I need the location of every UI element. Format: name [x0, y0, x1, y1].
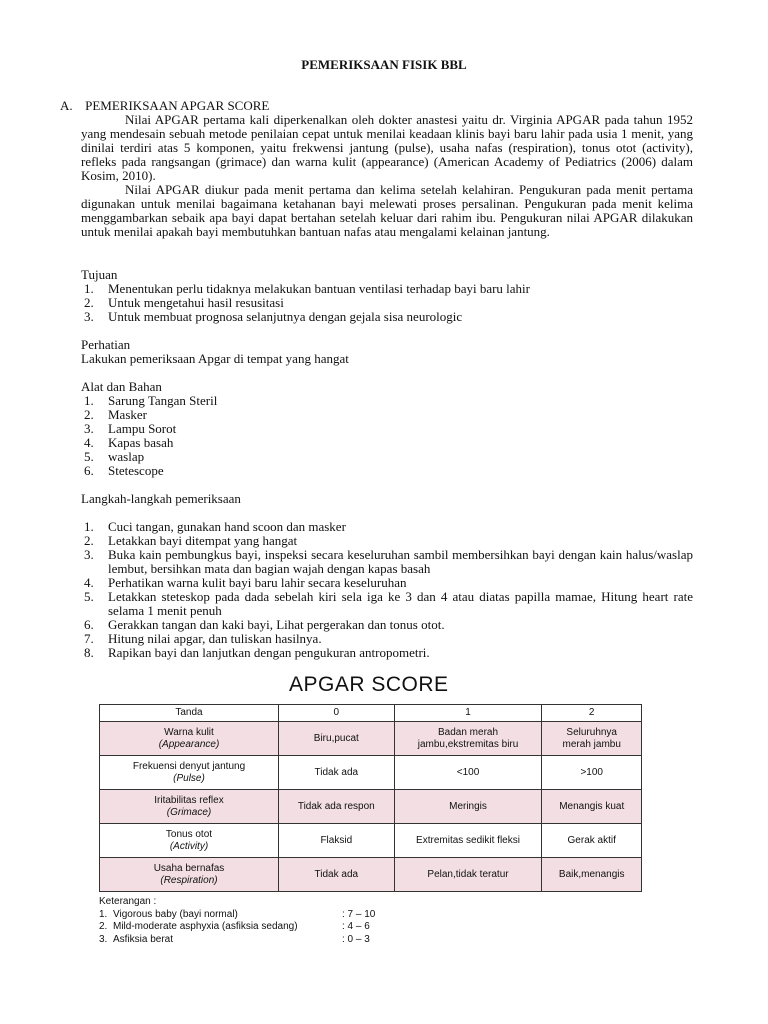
- header-cell: 2: [542, 705, 642, 722]
- header-cell: Tanda: [100, 705, 279, 722]
- sign-cell: Iritabilitas reflex (Grimace): [100, 790, 279, 824]
- list-item: 3. Asfiksia berat : 0 – 3: [99, 933, 370, 945]
- list-item: 1. Vigorous baby (bayi normal) : 7 – 10: [99, 908, 376, 920]
- section-title: PEMERIKSAAN APGAR SCORE: [85, 98, 270, 113]
- sign-cell: Usaha bernafas (Respiration): [100, 858, 279, 892]
- list-item: 5. Letakkan steteskop pada dada sebelah kiri sela iga ke 3 dan 4 atau diatas papilla mamae, Hitung heart rate selama 1 menit penuh: [84, 589, 693, 618]
- list-item: 4. Kapas basah: [84, 435, 174, 450]
- keterangan-label: Keterangan :: [99, 896, 157, 907]
- alat-list: [81, 394, 693, 478]
- apgar-table-title: APGAR SCORE: [289, 673, 449, 696]
- keterangan-block: [99, 896, 376, 946]
- list-item: 7. Hitung nilai apgar, dan tuliskan hasilnya.: [84, 631, 322, 646]
- score-cell: Extremitas sedikit fleksi: [394, 824, 542, 858]
- langkah-label: Langkah-langkah pemeriksaan: [81, 491, 241, 506]
- paragraph-text: Nilai APGAR diukur pada menit pertama dan kelima setelah kelahiran. Pengukuran pada menit pertama digunakan untuk menilai bagaimana ketahanan bayi melewati proses persalinan. Pengukuran pada menit kelima menggambarkan sebaik apa bayi dapat bertahan setelah keluar dari rahim ibu. Pengukuran nilai APGAR dilakukan untuk menilai apakah bayi membutuhkan bantuan nafas atau mengalami kelainan jantung.: [81, 182, 693, 239]
- section-heading: [60, 99, 269, 113]
- score-cell: Badan merah jambu,ekstremitas biru: [394, 722, 542, 756]
- list-item: 3. Buka kain pembungkus bayi, inspeksi secara keseluruhan sambil membersihkan bayi dengan kain halus/waslap lembut, bersihkan mata dan bagian wajah dengan kapas basah: [84, 547, 693, 576]
- list-item: 4. Perhatikan warna kulit bayi baru lahir secara keseluruhan: [84, 575, 407, 590]
- list-item: 2. Letakkan bayi ditempat yang hangat: [84, 533, 298, 548]
- score-cell: Flaksid: [278, 824, 394, 858]
- list-item: 8. Rapikan bayi dan lanjutkan dengan pengukuran antropometri.: [84, 645, 430, 660]
- table-row: [100, 790, 642, 824]
- perhatian-label: Perhatian: [81, 337, 131, 352]
- score-cell: Baik,menangis: [542, 858, 642, 892]
- score-cell: Gerak aktif: [542, 824, 642, 858]
- list-item: 2. Mild-moderate asphyxia (asfiksia sedang) : 4 – 6: [99, 921, 370, 932]
- sign-cell: Warna kulit (Appearance): [100, 722, 279, 756]
- list-item: 1. Cuci tangan, gunakan hand scoon dan masker: [84, 519, 346, 534]
- list-item: 3. Lampu Sorot: [84, 421, 177, 436]
- score-cell: Seluruhnya merah jambu: [542, 722, 642, 756]
- sign-cell: Frekuensi denyut jantung (Pulse): [100, 756, 279, 790]
- score-cell: Meringis: [394, 790, 542, 824]
- score-cell: Menangis kuat: [542, 790, 642, 824]
- table-row: [100, 722, 642, 756]
- score-cell: Pelan,tidak teratur: [394, 858, 542, 892]
- tujuan-label: Tujuan: [81, 267, 118, 282]
- list-item: 6. Stetescope: [84, 463, 164, 478]
- list-item: 6. Gerakkan tangan dan kaki bayi, Lihat pergerakan dan tonus otot.: [84, 617, 445, 632]
- section-letter: A.: [60, 98, 73, 113]
- header-cell: 1: [394, 705, 542, 722]
- list-item: 1. Sarung Tangan Steril: [84, 393, 218, 408]
- score-cell: >100: [542, 756, 642, 790]
- list-item: 1. Menentukan perlu tidaknya melakukan bantuan ventilasi terhadap bayi baru lahir: [84, 281, 530, 296]
- list-item: 2. Masker: [84, 407, 147, 422]
- header-cell: 0: [278, 705, 394, 722]
- score-cell: Tidak ada respon: [278, 790, 394, 824]
- list-item: 5. waslap: [84, 449, 145, 464]
- table-row: [100, 824, 642, 858]
- list-item: 3. Untuk membuat prognosa selanjutnya dengan gejala sisa neurologic: [84, 309, 463, 324]
- langkah-list: [81, 520, 693, 660]
- paragraph-intro: [81, 113, 693, 183]
- table-row: [100, 756, 642, 790]
- score-cell: Tidak ada: [278, 756, 394, 790]
- score-cell: Tidak ada: [278, 858, 394, 892]
- table-row: [100, 858, 642, 892]
- page-title: PEMERIKSAAN FISIK BBL: [301, 57, 467, 72]
- perhatian-text: Lakukan pemeriksaan Apgar di tempat yang hangat: [81, 351, 349, 366]
- alat-label: Alat dan Bahan: [81, 379, 162, 394]
- sign-cell: Tonus otot (Activity): [100, 824, 279, 858]
- score-cell: Biru,pucat: [278, 722, 394, 756]
- apgar-score-table: [99, 704, 642, 892]
- list-item: 2. Untuk mengetahui hasil resusitasi: [84, 295, 284, 310]
- tujuan-list: [81, 282, 693, 324]
- paragraph-text: Nilai APGAR pertama kali diperkenalkan oleh dokter anastesi yaitu dr. Virginia APGAR pada tahun 1952 yang mendesain sebuah metode penilaian cepat untuk menilai keadaan klinis bayi baru lahir pada usia 1 menit, yang dinilai terdiri atas 5 komponen, yaitu frekwensi jantung (pulse), usaha nafas (respiration), tonus otot (activity), refleks pada rangsangan (grimace) dan warna kulit (appearance) (American Academy of Pediatrics (2006) dalam Kosim, 2010).: [81, 112, 693, 183]
- score-cell: <100: [394, 756, 542, 790]
- table-header-row: [100, 705, 642, 722]
- paragraph-measurement: [81, 183, 693, 239]
